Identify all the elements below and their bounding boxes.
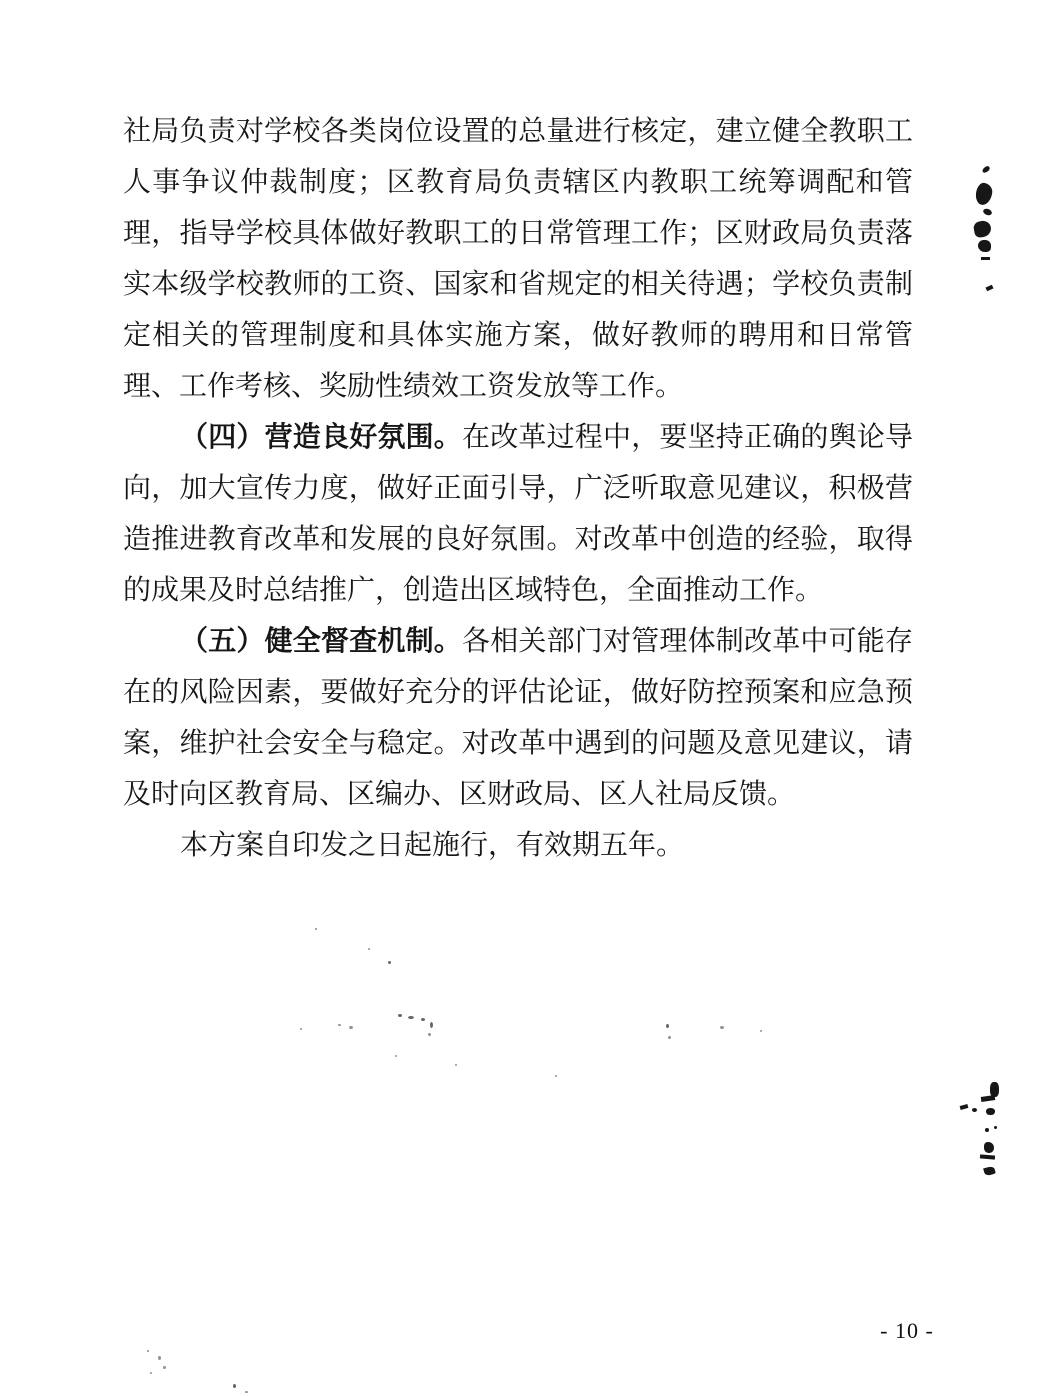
ink-smudge bbox=[985, 1128, 989, 1132]
text-line: 理，指导学校具体做好教职工的日常管理工作；区财政局负责落 bbox=[123, 218, 913, 249]
scan-speckle bbox=[388, 961, 391, 964]
ink-smudge bbox=[980, 1154, 995, 1159]
closing-line: 本方案自印发之日起施行，有效期五年。 bbox=[180, 830, 685, 861]
section-4-heading-line bbox=[123, 412, 913, 463]
ink-smudge bbox=[985, 285, 993, 292]
ink-smudge bbox=[983, 1166, 996, 1177]
scan-speckle bbox=[233, 1384, 236, 1388]
scan-speckle bbox=[430, 1022, 433, 1028]
page-number: - 10 - bbox=[880, 1318, 934, 1343]
scan-speckle bbox=[760, 1030, 762, 1032]
ink-smudge bbox=[982, 208, 993, 217]
scan-speckle bbox=[158, 1356, 161, 1360]
text-line: 造推进教育改革和发展的良好氛围。对改革中创造的经验，取得 bbox=[123, 524, 913, 555]
scan-speckle bbox=[421, 1018, 425, 1021]
ink-smudge bbox=[975, 182, 994, 206]
scan-speckle bbox=[666, 1024, 669, 1028]
scan-speckle bbox=[163, 1366, 166, 1369]
text-line: 的成果及时总结推广，创造出区域特色，全面推动工作。 bbox=[123, 575, 824, 606]
section-4-heading: （四）营造良好氛围。 bbox=[180, 422, 462, 453]
text-line: 在的风险因素，要做好充分的评估论证，做好防控预案和应急预 bbox=[123, 677, 913, 708]
ink-smudge bbox=[978, 240, 991, 252]
text-line: 及时向区教育局、区编办、区财政局、区人社局反馈。 bbox=[123, 779, 796, 810]
text-line: 实本级学校教师的工资、国家和省规定的相关待遇；学校负责制 bbox=[123, 269, 913, 300]
scan-speckle bbox=[349, 1026, 353, 1029]
text-line: 案，维护社会安全与稳定。对改革中遇到的问题及意见建议，请 bbox=[123, 728, 913, 759]
section-5-heading: （五）健全督查机制。 bbox=[180, 626, 462, 657]
section-5-body-start: 各相关部门对管理体制改革中可能存 bbox=[462, 626, 913, 657]
scan-speckle bbox=[150, 1372, 152, 1374]
ink-smudge bbox=[972, 1108, 977, 1112]
scan-speckle bbox=[555, 1075, 557, 1077]
scan-speckle bbox=[398, 1014, 402, 1017]
scan-speckle bbox=[147, 1350, 149, 1352]
text-line: 向，加大宣传力度，做好正面引导，广泛听取意见建议，积极营 bbox=[123, 473, 913, 504]
ink-smudge bbox=[981, 257, 990, 260]
scan-speckle bbox=[395, 1055, 397, 1057]
scan-speckle bbox=[338, 1024, 341, 1026]
scan-speckle bbox=[368, 948, 370, 950]
scan-speckle bbox=[668, 1036, 671, 1039]
scan-speckle bbox=[245, 1391, 248, 1393]
scan-speckle bbox=[428, 1033, 431, 1036]
text-line: 理、工作考核、奖励性绩效工资发放等工作。 bbox=[123, 371, 684, 402]
scan-speckle bbox=[300, 1028, 302, 1030]
scan-speckle bbox=[315, 928, 317, 930]
scan-speckle bbox=[455, 1064, 457, 1066]
ink-smudge bbox=[994, 1126, 997, 1129]
section-5-heading-line bbox=[123, 616, 913, 667]
ink-smudge bbox=[986, 1108, 995, 1115]
text-line: 社局负责对学校各类岗位设置的总量进行核定，建立健全教职工 bbox=[123, 116, 913, 147]
ink-smudge bbox=[973, 220, 993, 239]
body-text bbox=[123, 106, 913, 871]
ink-smudge bbox=[984, 1142, 994, 1153]
section-4-body-start: 在改革过程中，要坚持正确的舆论导 bbox=[462, 422, 913, 453]
scan-speckle bbox=[720, 1026, 724, 1029]
text-line: 人事争议仲裁制度；区教育局负责辖区内教职工统筹调配和管 bbox=[123, 167, 913, 198]
ink-smudge bbox=[981, 165, 990, 174]
text-line: 定相关的管理制度和具体实施方案，做好教师的聘用和日常管 bbox=[123, 320, 913, 351]
scan-speckle bbox=[408, 1016, 414, 1019]
ink-smudge bbox=[981, 1095, 996, 1102]
ink-smudge bbox=[960, 1104, 969, 1110]
